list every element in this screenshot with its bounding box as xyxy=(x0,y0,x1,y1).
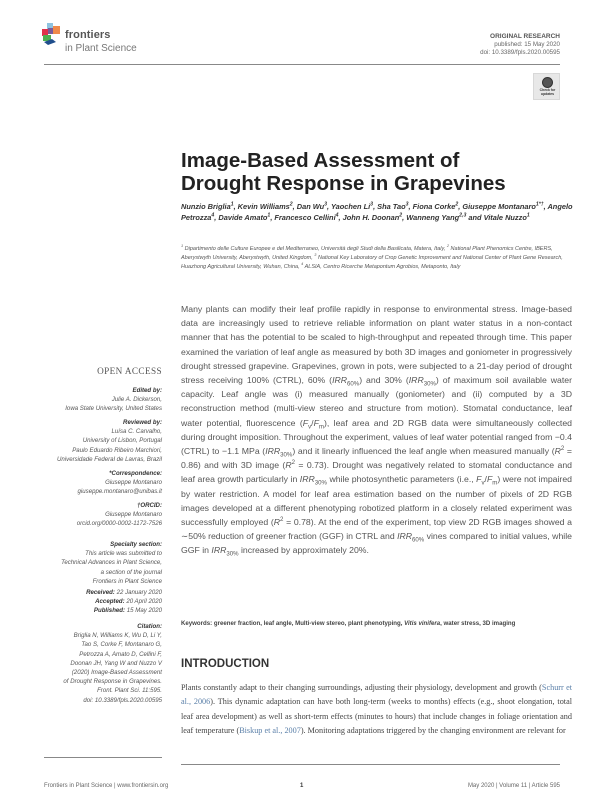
header-divider xyxy=(44,64,560,65)
journal-name: in Plant Science xyxy=(65,43,137,54)
sidebar-divider xyxy=(44,757,162,758)
section-heading-introduction: INTRODUCTION xyxy=(181,658,270,670)
orcid-block: †ORCID: Giuseppe Montanaro orcid.org/0000-0002-1172-7526 xyxy=(76,502,162,528)
introduction-paragraph: Plants constantly adapt to their changing surroundings, adjusting their physiology, development and growth (Schurr et al., 2006). This dynamic adaptation can have both long-term (weeks to months) effects (e.g., shoot elongation, total leaf area development) as well as short-term effects (minutes to hours) that include changes in foliage orientation and leaf temperature (Biskup et al., 2007). Monitoring adaptations triggered by the changing environment are relevant for xyxy=(181,683,572,735)
doi[interactable]: doi: 10.3389/fpls.2020.00595 xyxy=(480,49,560,56)
footer-issue-info: May 2020 | Volume 11 | Article 595 xyxy=(467,783,560,789)
citation-block: Citation: Briglia N, Williams K, Wu D, Li Y, Tao S, Corke F, Montanaro G, Petrozza A, Amato D, Cellini F, Doonan JH, Yang W and Nuzzo V (2020) Image-Based Assessment of Drought Response in Grapevines. Front. Plant Sci. 11:595. doi: 10.3389/fpls.2020.00595 xyxy=(63,623,162,704)
crossmark-icon xyxy=(542,77,553,88)
footer-divider xyxy=(181,764,560,765)
footer-journal-link[interactable]: Frontiers in Plant Science | www.frontiersin.org xyxy=(44,783,169,789)
keywords: Keywords: greener fraction, leaf angle, Multi-view stereo, plant phenotyping, Vitis vinifera, water stress, 3D imaging xyxy=(181,620,516,627)
correspondence-email[interactable]: giuseppe.montanaro@unibas.it xyxy=(77,488,162,496)
article-title: Image-Based Assessment of Drought Response in Grapevines xyxy=(181,149,506,195)
open-access-label: OPEN ACCESS xyxy=(97,366,162,376)
abstract: Many plants can modify their leaf profile rapidly in response to environmental stress. Image-based data are increasingly used to retrieve reliable information on plant water status in a non-contact manner that has the potential to be scaled to high-throughput and repeated through time. This paper examined the variation of leaf angle as measured by both 3D images and goniometer in progressively drought stressed grapevine. Grapevines, grown in pots, were subjected to a 21-day period of drought stress receiving 100% (CTRL), 60% $(IRR_{60\%})$ and 30% $(IRR_{30\%})$ of maximum soil available water capacity. Leaf angle was (i) measured manually (goniometer) and (ii) computed by a 3D reconstruction method (multi-view stereo and structure from motion). Stomatal conductance, leaf water potential, fluorescence $(F_v/F_m)$, leaf area and 2D RGB data were simultaneously collected during drought imposition. Throughout the experiment, values of leaf water potential ranged from −0.4 (CTRL) to −1.1 MPa $(IRR_{30\%})$ and it linearly influenced the leaf angle when measured manually $(R^2 = 0.86)$ and with 3D image $(R^2 = 0.73)$. Drought was negatively related to stomatal conductance and leaf area growth particularly in $IRR_{30\%}$ while photosynthetic parameters (i.e., $F_v/F_m$) were not impaired by water restriction. A model for leaf area estimation based on the number of pixels of 2D RGB images developed at a different phenotyping robotized platform in a closely related experiment was successfully employed $(R^2 = 0.78)$. At the end of the experiment, top view 2D RGB images showed a ∼50% reduction of greener fraction (GGF) in CTRL and $IRR_{60\%}$ vines compared to initial values, while GGF in $IRR_{30\%}$ increased by approximately 20%. xyxy=(181,304,572,559)
frontiers-logo-icon xyxy=(42,23,62,45)
page-number: 1 xyxy=(300,783,304,789)
article-meta xyxy=(480,33,560,57)
dates-block: Received: 22 January 2020 Accepted: 20 April 2020 Published: 15 May 2020 xyxy=(86,589,162,615)
edited-by-block: Edited by: Julie A. Dickerson, Iowa State University, United States xyxy=(65,387,162,413)
author-list: Nunzio Briglia$^1$, Kevin Williams$^2$, Dan Wu$^3$, Yaochen Li$^3$, Sha Tao$^3$, Fiona Corke$^2$, Giuseppe Montanaro$^{1*\dagger}$, Angelo Petrozza$^4$, Davide Amato$^1$, Francesco Cellini$^4$, John H. Doonan$^2$, Wanneng Yang$^{2,3}$ and Vitale Nuzzo$^1$ xyxy=(181,201,573,222)
crossmark-label: Check for updates xyxy=(539,88,556,96)
orcid-link[interactable]: orcid.org/0000-0002-1172-7526 xyxy=(76,520,162,528)
check-for-updates-button[interactable] xyxy=(533,73,560,100)
reviewed-by-block: Reviewed by: Luísa C. Carvalho, University of Lisbon, Portugal Paulo Eduardo Ribeiro Marchiori, Universidade Federal de Lavras, Brazil xyxy=(57,419,162,463)
correspondence-block: *Correspondence: Giuseppe Montanaro giuseppe.montanaro@unibas.it xyxy=(77,470,162,496)
affiliations: $^1$ Dipartimento delle Culture Europee e del Mediterraneo, Università degli Studi della Basilicata, Matera, Italy, $^2$ National Plant Phenomics Centre, IBERS, Aberystwyth University, Aberystwyth, United Kingdom, $^3$ National Key Laboratory of Crop Genetic Improvement and National Center of Plant Gene Research, Huazhong Agricultural University, Wuhan, China, $^4$ ALSIA, Centro Ricerche Metapontum Agrobios, Metaponto, Italy xyxy=(181,244,563,271)
published-date: published: 15 May 2020 xyxy=(494,41,560,48)
specialty-section-block: Specialty section: This article was submitted to Technical Advances in Plant Science, a section of the journal Frontiers in Plant Science xyxy=(61,541,162,585)
journal-brand: frontiers xyxy=(65,29,111,41)
article-type: ORIGINAL RESEARCH xyxy=(490,33,560,40)
